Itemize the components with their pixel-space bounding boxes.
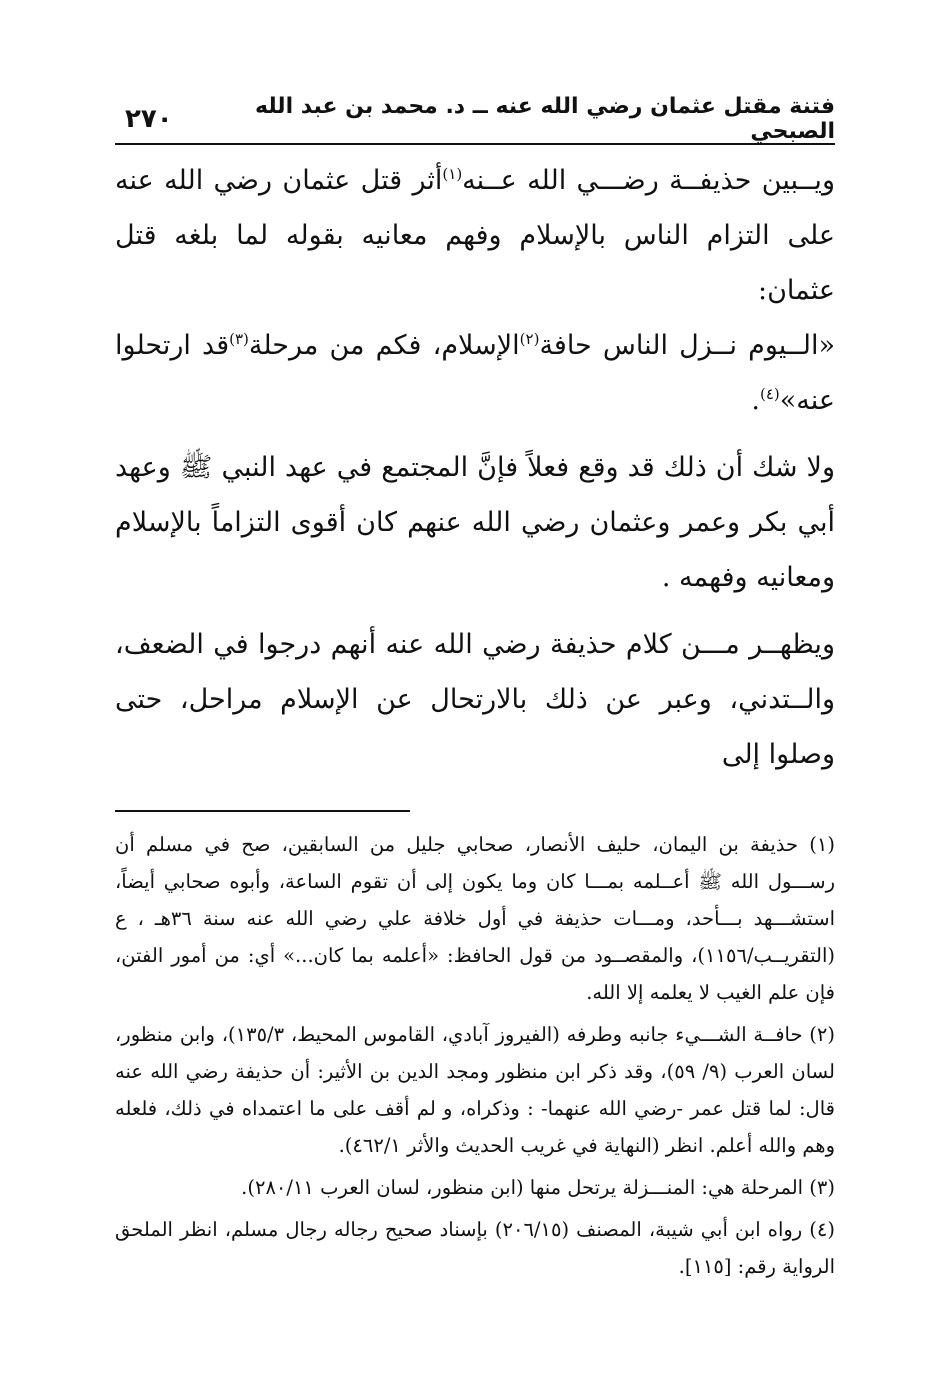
footnote-ref-3: (٣) (229, 330, 249, 348)
page-number: ٢٧٠ (125, 104, 173, 134)
paragraph-3: ولا شك أن ذلك قد وقع فعلاً فإنَّ المجتمع في عهد النبي ﷺ وعهد أبي بكر وعمر وعثمان رضي الله عنهم كان أقوى التزاماً بالإسلام ومعانيه وفهمه . (115, 452, 835, 593)
running-header (115, 95, 835, 145)
quote-part-1: «الــيوم نــزل الناس حافة (539, 330, 835, 361)
footnote-separator (115, 810, 410, 812)
paragraph-1-start: ويــبين حذيفــة رضـــي الله عــنه (462, 165, 835, 196)
footnotes (115, 826, 835, 1285)
book-page (115, 95, 835, 1290)
header-title: فتنة مقتل عثمان رضي الله عنه ــ د. محمد بن عبد الله الصبحي (254, 94, 835, 144)
footnote-1: (١) حذيفة بن اليمان، حليف الأنصار، صحابي جليل من السابقين، صح في مسلم أن رســـول الله ﷺ أعــلمه بمـــا كان وما يكون إلى أن تقوم الساعة، وأبوه صحابي أيضاً، استشـــهد بـــأحد، ومـــات حذيفة في أول خلافة علي رضي الله عنه سنة ٣٦هـ ، ع (التقريــب/١١٥٦)، والمقصــود من قول الحافظ: «أعلمه بما كان...» أي: من أمور الفتن، فإن علم الغيب لا يعلمه إلا الله. (115, 833, 835, 1004)
quote-end: . (751, 385, 760, 416)
paragraph-1-rest: أثر قتل عثمان رضي الله عنه على التزام الناس بالإسلام وفهم معانيه بقوله لما بلغه قتل عثمان: (115, 165, 835, 306)
main-text (115, 153, 835, 782)
paragraph-1 (115, 153, 835, 318)
footnote-ref-1: (١) (442, 165, 463, 183)
paragraph-4: ويظهــر مـــن كلام حذيفة رضي الله عنه أنهم درجوا في الضعف، والــتدني، وعبر عن ذلك بالارتحال عن الإسلام مراحل، حتى وصلوا إلى (115, 629, 835, 770)
footnote-4: (٤) رواه ابن أبي شيبة، المصنف (٢٠٦/١٥) بإسناد صحيح رجاله رجال مسلم، انظر الملحق الرواية رقم: [١١٥]. (115, 1218, 835, 1278)
quote-part-3: قد ارتحلوا عنه» (115, 330, 835, 416)
quote-paragraph (115, 318, 835, 428)
footnote-2: (٢) حافــة الشـــيء جانبه وطرفه (الفيروز آبادي، القاموس المحيط، ١٣٥/٣)، وابن منظور، لسان العرب (٩/ ٥٩)، وقد ذكر ابن منظور ومجد الدين بن الأثير: أن حذيفة رضي الله عنه قال: لما قتل عمر -رضي الله عنهما- : وذكراه، و لم أقف على ما اعتمداه في ذلك، فلعله وهم والله أعلم. انظر (النهاية في غريب الحديث والأثر ٤٦٢/١). (115, 1023, 836, 1157)
quote-part-2: الإسلام، فكم من مرحلة (248, 330, 520, 361)
footnote-ref-4: (٤) (759, 385, 780, 403)
footnote-3: (٣) المرحلة هي: المنـــزلة يرتحل منها (ابن منظور، لسان العرب ٢٨٠/١١). (241, 1176, 835, 1199)
footnote-ref-2: (٢) (519, 330, 540, 348)
